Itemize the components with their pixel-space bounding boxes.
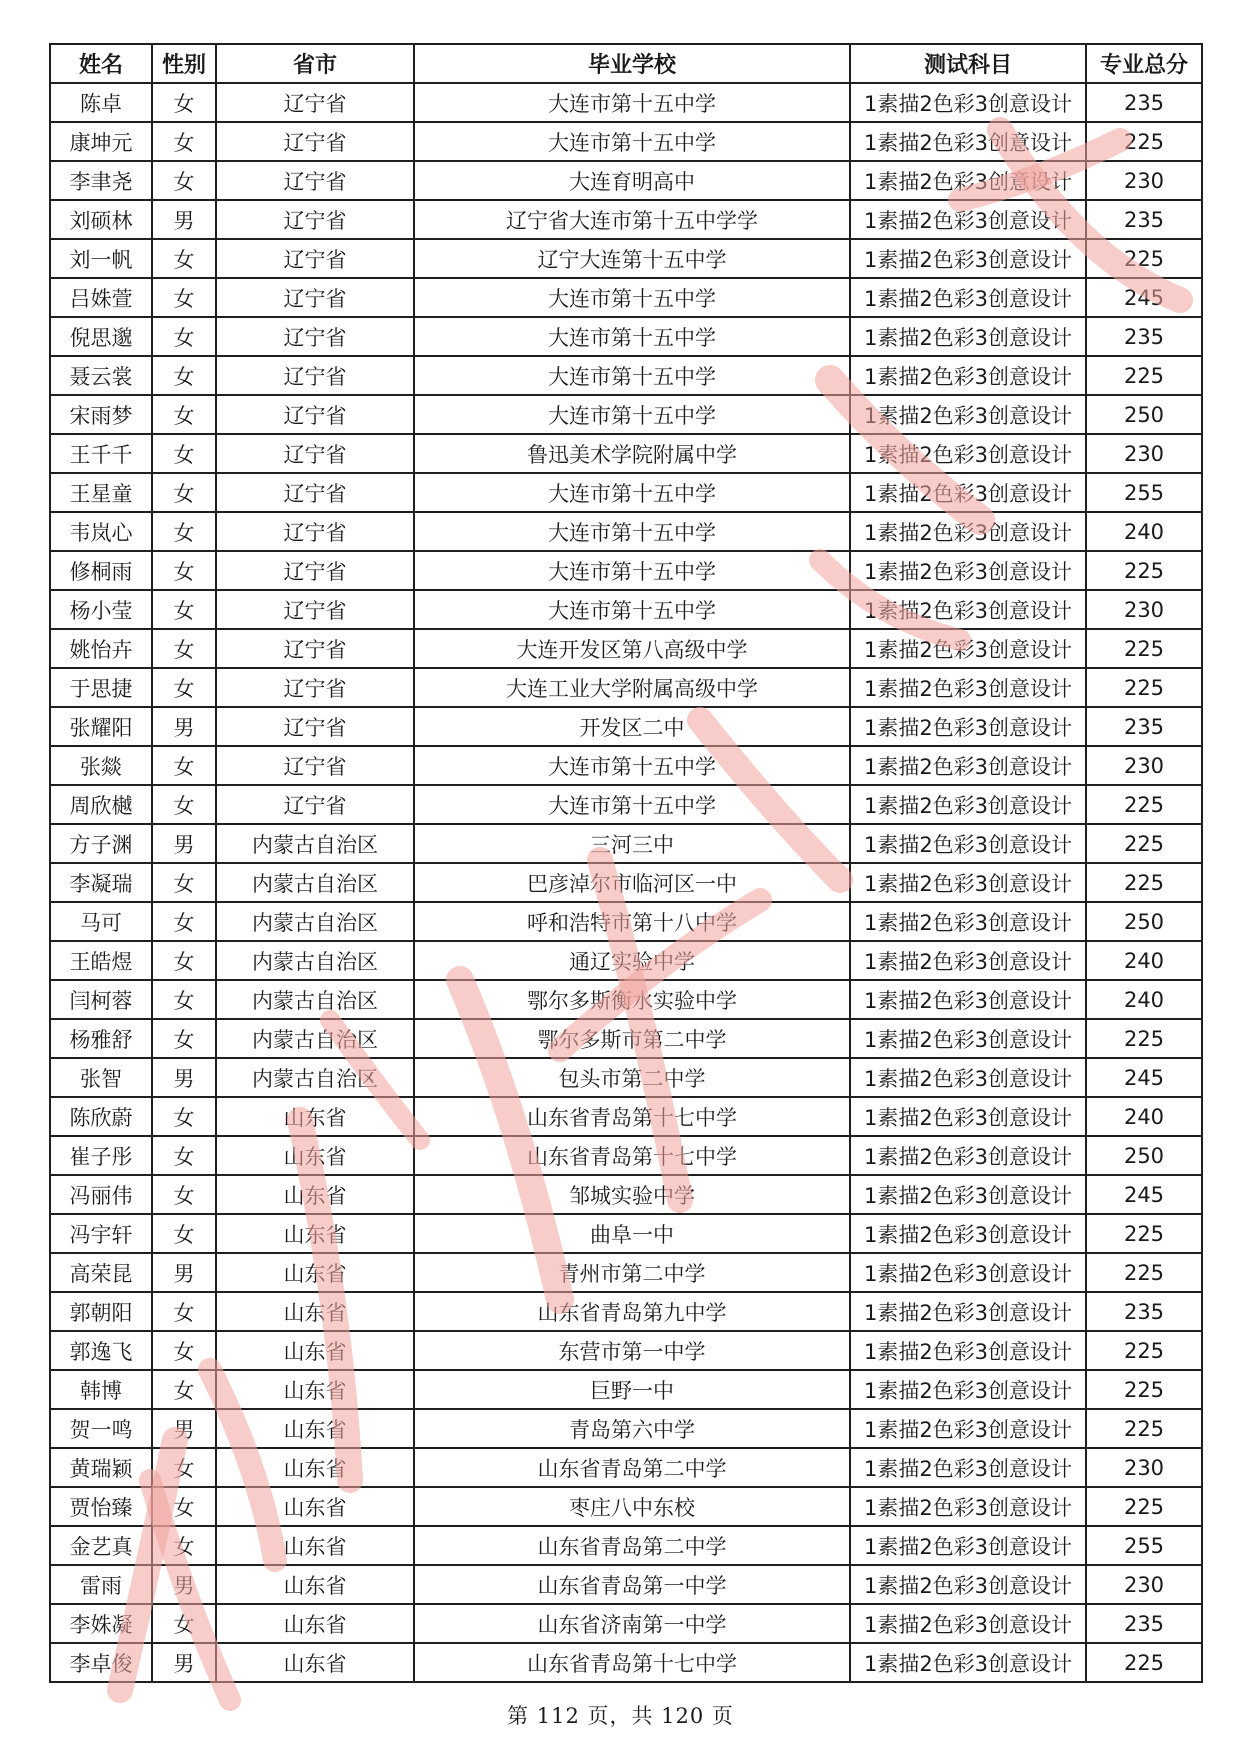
table-row: [50, 1604, 1202, 1643]
cell-subject: 1素描2色彩3创意设计: [850, 1370, 1086, 1409]
cell-school: 辽宁省大连市第十五中学学: [414, 200, 850, 239]
cell-school: 大连市第十五中学: [414, 317, 850, 356]
cell-name: 修桐雨: [50, 551, 152, 590]
cell-school: 鄂尔多斯市第二中学: [414, 1019, 850, 1058]
cell-school: 山东省青岛第二中学: [414, 1526, 850, 1565]
table-row: [50, 239, 1202, 278]
cell-subject: 1素描2色彩3创意设计: [850, 551, 1086, 590]
cell-name: 雷雨: [50, 1565, 152, 1604]
admission-score-table: [49, 43, 1203, 1683]
cell-subject: 1素描2色彩3创意设计: [850, 1604, 1086, 1643]
cell-school: 大连市第十五中学: [414, 356, 850, 395]
cell-province: 辽宁省: [216, 200, 414, 239]
cell-subject: 1素描2色彩3创意设计: [850, 902, 1086, 941]
table-row: [50, 161, 1202, 200]
cell-province: 山东省: [216, 1448, 414, 1487]
cell-province: 辽宁省: [216, 434, 414, 473]
cell-province: 辽宁省: [216, 590, 414, 629]
cell-province: 辽宁省: [216, 629, 414, 668]
cell-subject: 1素描2色彩3创意设计: [850, 980, 1086, 1019]
cell-score: 225: [1086, 668, 1202, 707]
cell-school: 大连市第十五中学: [414, 278, 850, 317]
cell-school: 大连开发区第八高级中学: [414, 629, 850, 668]
cell-province: 辽宁省: [216, 83, 414, 122]
cell-name: 吕姝萱: [50, 278, 152, 317]
cell-subject: 1素描2色彩3创意设计: [850, 1058, 1086, 1097]
cell-score: 235: [1086, 1292, 1202, 1331]
table-row: [50, 980, 1202, 1019]
cell-province: 山东省: [216, 1097, 414, 1136]
cell-subject: 1素描2色彩3创意设计: [850, 941, 1086, 980]
cell-name: 张燚: [50, 746, 152, 785]
cell-province: 辽宁省: [216, 161, 414, 200]
cell-score: 225: [1086, 785, 1202, 824]
cell-province: 辽宁省: [216, 551, 414, 590]
cell-subject: 1素描2色彩3创意设计: [850, 512, 1086, 551]
table-header: [50, 44, 1202, 83]
table-row: [50, 863, 1202, 902]
table-row: [50, 1370, 1202, 1409]
cell-province: 内蒙古自治区: [216, 1019, 414, 1058]
cell-province: 辽宁省: [216, 317, 414, 356]
cell-name: 聂云裳: [50, 356, 152, 395]
cell-score: 225: [1086, 551, 1202, 590]
cell-school: 山东省青岛第十七中学: [414, 1136, 850, 1175]
cell-score: 245: [1086, 1175, 1202, 1214]
cell-name: 倪思邈: [50, 317, 152, 356]
cell-subject: 1素描2色彩3创意设计: [850, 200, 1086, 239]
cell-gender: 女: [152, 122, 216, 161]
table-row: [50, 395, 1202, 434]
cell-subject: 1素描2色彩3创意设计: [850, 1565, 1086, 1604]
table-row: [50, 122, 1202, 161]
cell-school: 鄂尔多斯衡水实验中学: [414, 980, 850, 1019]
cell-subject: 1素描2色彩3创意设计: [850, 1253, 1086, 1292]
cell-name: 王千千: [50, 434, 152, 473]
cell-school: 通辽实验中学: [414, 941, 850, 980]
cell-subject: 1素描2色彩3创意设计: [850, 434, 1086, 473]
cell-name: 郭朝阳: [50, 1292, 152, 1331]
cell-name: 黄瑞颖: [50, 1448, 152, 1487]
cell-school: 东营市第一中学: [414, 1331, 850, 1370]
cell-school: 巨野一中: [414, 1370, 850, 1409]
table-row: [50, 1136, 1202, 1175]
cell-school: 青岛第六中学: [414, 1409, 850, 1448]
cell-name: 杨小莹: [50, 590, 152, 629]
cell-school: 山东省青岛第二中学: [414, 1448, 850, 1487]
cell-score: 240: [1086, 512, 1202, 551]
cell-gender: 女: [152, 1175, 216, 1214]
cell-name: 贾怡臻: [50, 1487, 152, 1526]
cell-gender: 男: [152, 707, 216, 746]
cell-province: 山东省: [216, 1292, 414, 1331]
cell-name: 姚怡卉: [50, 629, 152, 668]
cell-gender: 女: [152, 161, 216, 200]
cell-school: 巴彦淖尔市临河区一中: [414, 863, 850, 902]
cell-name: 高荣昆: [50, 1253, 152, 1292]
cell-gender: 女: [152, 278, 216, 317]
cell-score: 245: [1086, 1058, 1202, 1097]
cell-province: 辽宁省: [216, 356, 414, 395]
cell-gender: 女: [152, 434, 216, 473]
cell-score: 225: [1086, 1370, 1202, 1409]
cell-gender: 女: [152, 863, 216, 902]
table-row: [50, 434, 1202, 473]
cell-score: 240: [1086, 1097, 1202, 1136]
cell-gender: 女: [152, 395, 216, 434]
cell-score: 225: [1086, 863, 1202, 902]
table-row: [50, 200, 1202, 239]
cell-subject: 1素描2色彩3创意设计: [850, 1643, 1086, 1682]
cell-gender: 女: [152, 590, 216, 629]
table-row: [50, 668, 1202, 707]
cell-score: 245: [1086, 278, 1202, 317]
cell-gender: 女: [152, 356, 216, 395]
cell-gender: 女: [152, 1019, 216, 1058]
table-row: [50, 1565, 1202, 1604]
cell-name: 陈卓: [50, 83, 152, 122]
table-row: [50, 1448, 1202, 1487]
cell-gender: 男: [152, 200, 216, 239]
cell-score: 235: [1086, 1604, 1202, 1643]
table-row: [50, 941, 1202, 980]
cell-score: 230: [1086, 590, 1202, 629]
cell-school: 山东省青岛第九中学: [414, 1292, 850, 1331]
cell-name: 张耀阳: [50, 707, 152, 746]
header-province: 省市: [216, 44, 414, 83]
cell-gender: 女: [152, 1370, 216, 1409]
cell-gender: 女: [152, 83, 216, 122]
cell-subject: 1素描2色彩3创意设计: [850, 356, 1086, 395]
table-row: [50, 1175, 1202, 1214]
table-row: [50, 1097, 1202, 1136]
cell-school: 山东省济南第一中学: [414, 1604, 850, 1643]
table-row: [50, 629, 1202, 668]
cell-name: 金艺真: [50, 1526, 152, 1565]
cell-name: 闫柯蓉: [50, 980, 152, 1019]
header-score: 专业总分: [1086, 44, 1202, 83]
cell-province: 山东省: [216, 1526, 414, 1565]
cell-gender: 男: [152, 1253, 216, 1292]
cell-name: 冯丽伟: [50, 1175, 152, 1214]
cell-name: 王星童: [50, 473, 152, 512]
table-row: [50, 1643, 1202, 1682]
header-subject: 测试科目: [850, 44, 1086, 83]
table-row: [50, 746, 1202, 785]
cell-name: 周欣樾: [50, 785, 152, 824]
cell-score: 235: [1086, 317, 1202, 356]
cell-subject: 1素描2色彩3创意设计: [850, 746, 1086, 785]
cell-province: 辽宁省: [216, 785, 414, 824]
cell-score: 225: [1086, 239, 1202, 278]
cell-province: 山东省: [216, 1331, 414, 1370]
cell-subject: 1素描2色彩3创意设计: [850, 590, 1086, 629]
cell-score: 225: [1086, 1487, 1202, 1526]
cell-subject: 1素描2色彩3创意设计: [850, 1019, 1086, 1058]
cell-name: 韩博: [50, 1370, 152, 1409]
cell-gender: 男: [152, 1058, 216, 1097]
cell-subject: 1素描2色彩3创意设计: [850, 317, 1086, 356]
cell-subject: 1素描2色彩3创意设计: [850, 122, 1086, 161]
cell-score: 225: [1086, 1409, 1202, 1448]
cell-school: 鲁迅美术学院附属中学: [414, 434, 850, 473]
cell-province: 内蒙古自治区: [216, 1058, 414, 1097]
cell-province: 辽宁省: [216, 278, 414, 317]
table-row: [50, 317, 1202, 356]
cell-score: 230: [1086, 434, 1202, 473]
cell-school: 大连市第十五中学: [414, 473, 850, 512]
cell-score: 235: [1086, 707, 1202, 746]
table-row: [50, 512, 1202, 551]
cell-subject: 1素描2色彩3创意设计: [850, 83, 1086, 122]
cell-school: 大连市第十五中学: [414, 590, 850, 629]
cell-province: 山东省: [216, 1487, 414, 1526]
cell-subject: 1素描2色彩3创意设计: [850, 395, 1086, 434]
cell-subject: 1素描2色彩3创意设计: [850, 473, 1086, 512]
cell-province: 山东省: [216, 1253, 414, 1292]
cell-subject: 1素描2色彩3创意设计: [850, 707, 1086, 746]
cell-gender: 男: [152, 824, 216, 863]
cell-province: 山东省: [216, 1214, 414, 1253]
cell-school: 呼和浩特市第十八中学: [414, 902, 850, 941]
cell-subject: 1素描2色彩3创意设计: [850, 239, 1086, 278]
cell-school: 山东省青岛第十七中学: [414, 1097, 850, 1136]
cell-province: 山东省: [216, 1175, 414, 1214]
header-name: 姓名: [50, 44, 152, 83]
cell-score: 225: [1086, 1214, 1202, 1253]
table-body: [50, 83, 1202, 1682]
cell-subject: 1素描2色彩3创意设计: [850, 1409, 1086, 1448]
cell-gender: 女: [152, 902, 216, 941]
cell-gender: 女: [152, 1214, 216, 1253]
cell-score: 225: [1086, 356, 1202, 395]
table-row: [50, 1487, 1202, 1526]
cell-gender: 女: [152, 1487, 216, 1526]
cell-school: 邹城实验中学: [414, 1175, 850, 1214]
cell-subject: 1素描2色彩3创意设计: [850, 629, 1086, 668]
cell-score: 235: [1086, 83, 1202, 122]
cell-score: 230: [1086, 746, 1202, 785]
cell-name: 李姝凝: [50, 1604, 152, 1643]
cell-gender: 女: [152, 980, 216, 1019]
cell-gender: 女: [152, 668, 216, 707]
table-row: [50, 356, 1202, 395]
header-gender: 性别: [152, 44, 216, 83]
cell-score: 225: [1086, 1019, 1202, 1058]
table-row: [50, 1331, 1202, 1370]
table-row: [50, 1019, 1202, 1058]
cell-name: 韦岚心: [50, 512, 152, 551]
cell-subject: 1素描2色彩3创意设计: [850, 1487, 1086, 1526]
table-row: [50, 1214, 1202, 1253]
table-row: [50, 707, 1202, 746]
table-row: [50, 1058, 1202, 1097]
cell-subject: 1素描2色彩3创意设计: [850, 161, 1086, 200]
cell-province: 山东省: [216, 1565, 414, 1604]
cell-gender: 女: [152, 746, 216, 785]
cell-name: 郭逸飞: [50, 1331, 152, 1370]
cell-subject: 1素描2色彩3创意设计: [850, 785, 1086, 824]
cell-gender: 女: [152, 317, 216, 356]
header-school: 毕业学校: [414, 44, 850, 83]
cell-gender: 女: [152, 629, 216, 668]
cell-score: 240: [1086, 980, 1202, 1019]
cell-name: 于思捷: [50, 668, 152, 707]
table-row: [50, 785, 1202, 824]
cell-subject: 1素描2色彩3创意设计: [850, 1526, 1086, 1565]
cell-name: 崔子彤: [50, 1136, 152, 1175]
cell-gender: 女: [152, 1292, 216, 1331]
cell-name: 宋雨梦: [50, 395, 152, 434]
cell-subject: 1素描2色彩3创意设计: [850, 1175, 1086, 1214]
cell-school: 大连市第十五中学: [414, 785, 850, 824]
cell-school: 大连市第十五中学: [414, 122, 850, 161]
table-row: [50, 278, 1202, 317]
cell-name: 贺一鸣: [50, 1409, 152, 1448]
cell-name: 陈欣蔚: [50, 1097, 152, 1136]
cell-name: 张智: [50, 1058, 152, 1097]
cell-name: 李卓俊: [50, 1643, 152, 1682]
cell-gender: 女: [152, 473, 216, 512]
cell-gender: 男: [152, 1643, 216, 1682]
cell-school: 枣庄八中东校: [414, 1487, 850, 1526]
cell-subject: 1素描2色彩3创意设计: [850, 1097, 1086, 1136]
table-row: [50, 1292, 1202, 1331]
table-row: [50, 824, 1202, 863]
cell-subject: 1素描2色彩3创意设计: [850, 278, 1086, 317]
cell-province: 辽宁省: [216, 239, 414, 278]
cell-school: 大连市第十五中学: [414, 746, 850, 785]
cell-school: 大连市第十五中学: [414, 551, 850, 590]
cell-score: 225: [1086, 1253, 1202, 1292]
cell-province: 辽宁省: [216, 512, 414, 551]
cell-school: 大连育明高中: [414, 161, 850, 200]
cell-school: 大连市第十五中学: [414, 512, 850, 551]
cell-name: 杨雅舒: [50, 1019, 152, 1058]
cell-province: 山东省: [216, 1604, 414, 1643]
cell-name: 刘一帆: [50, 239, 152, 278]
cell-score: 225: [1086, 1331, 1202, 1370]
cell-subject: 1素描2色彩3创意设计: [850, 824, 1086, 863]
table-row: [50, 1409, 1202, 1448]
cell-province: 辽宁省: [216, 668, 414, 707]
cell-gender: 女: [152, 239, 216, 278]
cell-school: 开发区二中: [414, 707, 850, 746]
cell-score: 255: [1086, 1526, 1202, 1565]
cell-school: 大连市第十五中学: [414, 83, 850, 122]
cell-gender: 女: [152, 1097, 216, 1136]
cell-name: 李聿尧: [50, 161, 152, 200]
cell-school: 山东省青岛第十七中学: [414, 1643, 850, 1682]
cell-school: 大连工业大学附属高级中学: [414, 668, 850, 707]
cell-name: 李凝瑞: [50, 863, 152, 902]
cell-province: 内蒙古自治区: [216, 902, 414, 941]
cell-province: 内蒙古自治区: [216, 980, 414, 1019]
cell-subject: 1素描2色彩3创意设计: [850, 668, 1086, 707]
cell-subject: 1素描2色彩3创意设计: [850, 1331, 1086, 1370]
cell-school: 曲阜一中: [414, 1214, 850, 1253]
cell-score: 225: [1086, 1643, 1202, 1682]
cell-score: 240: [1086, 941, 1202, 980]
cell-province: 辽宁省: [216, 707, 414, 746]
cell-school: 青州市第二中学: [414, 1253, 850, 1292]
cell-gender: 女: [152, 941, 216, 980]
table-row: [50, 902, 1202, 941]
cell-province: 辽宁省: [216, 122, 414, 161]
cell-school: 辽宁大连第十五中学: [414, 239, 850, 278]
cell-gender: 女: [152, 1448, 216, 1487]
cell-gender: 男: [152, 1409, 216, 1448]
cell-gender: 女: [152, 1604, 216, 1643]
table-row: [50, 551, 1202, 590]
cell-province: 山东省: [216, 1136, 414, 1175]
cell-score: 230: [1086, 1565, 1202, 1604]
cell-province: 内蒙古自治区: [216, 824, 414, 863]
cell-province: 辽宁省: [216, 473, 414, 512]
cell-score: 250: [1086, 902, 1202, 941]
cell-province: 内蒙古自治区: [216, 863, 414, 902]
cell-province: 辽宁省: [216, 395, 414, 434]
cell-school: 大连市第十五中学: [414, 395, 850, 434]
cell-score: 250: [1086, 395, 1202, 434]
cell-province: 山东省: [216, 1409, 414, 1448]
cell-school: 包头市第二中学: [414, 1058, 850, 1097]
cell-score: 225: [1086, 824, 1202, 863]
cell-name: 康坤元: [50, 122, 152, 161]
cell-score: 250: [1086, 1136, 1202, 1175]
cell-score: 225: [1086, 122, 1202, 161]
cell-name: 王皓煜: [50, 941, 152, 980]
page-footer: 第 112 页，共 120 页: [507, 1704, 734, 1728]
cell-name: 方子渊: [50, 824, 152, 863]
table-row: [50, 590, 1202, 629]
cell-name: 刘硕林: [50, 200, 152, 239]
cell-gender: 女: [152, 1136, 216, 1175]
cell-gender: 女: [152, 551, 216, 590]
cell-school: 山东省青岛第一中学: [414, 1565, 850, 1604]
table-row: [50, 1526, 1202, 1565]
table-row: [50, 1253, 1202, 1292]
table-row: [50, 473, 1202, 512]
cell-score: 230: [1086, 1448, 1202, 1487]
cell-province: 山东省: [216, 1643, 414, 1682]
cell-score: 225: [1086, 629, 1202, 668]
cell-gender: 男: [152, 1565, 216, 1604]
cell-subject: 1素描2色彩3创意设计: [850, 1292, 1086, 1331]
cell-province: 辽宁省: [216, 746, 414, 785]
cell-subject: 1素描2色彩3创意设计: [850, 1136, 1086, 1175]
cell-score: 230: [1086, 161, 1202, 200]
cell-province: 内蒙古自治区: [216, 941, 414, 980]
cell-score: 255: [1086, 473, 1202, 512]
cell-subject: 1素描2色彩3创意设计: [850, 863, 1086, 902]
cell-province: 山东省: [216, 1370, 414, 1409]
cell-school: 三河三中: [414, 824, 850, 863]
cell-gender: 女: [152, 512, 216, 551]
cell-subject: 1素描2色彩3创意设计: [850, 1214, 1086, 1253]
cell-name: 冯宇轩: [50, 1214, 152, 1253]
cell-subject: 1素描2色彩3创意设计: [850, 1448, 1086, 1487]
header-row: [50, 44, 1202, 83]
cell-score: 235: [1086, 200, 1202, 239]
table-row: [50, 83, 1202, 122]
cell-gender: 女: [152, 1331, 216, 1370]
cell-name: 马可: [50, 902, 152, 941]
cell-gender: 女: [152, 785, 216, 824]
cell-gender: 女: [152, 1526, 216, 1565]
